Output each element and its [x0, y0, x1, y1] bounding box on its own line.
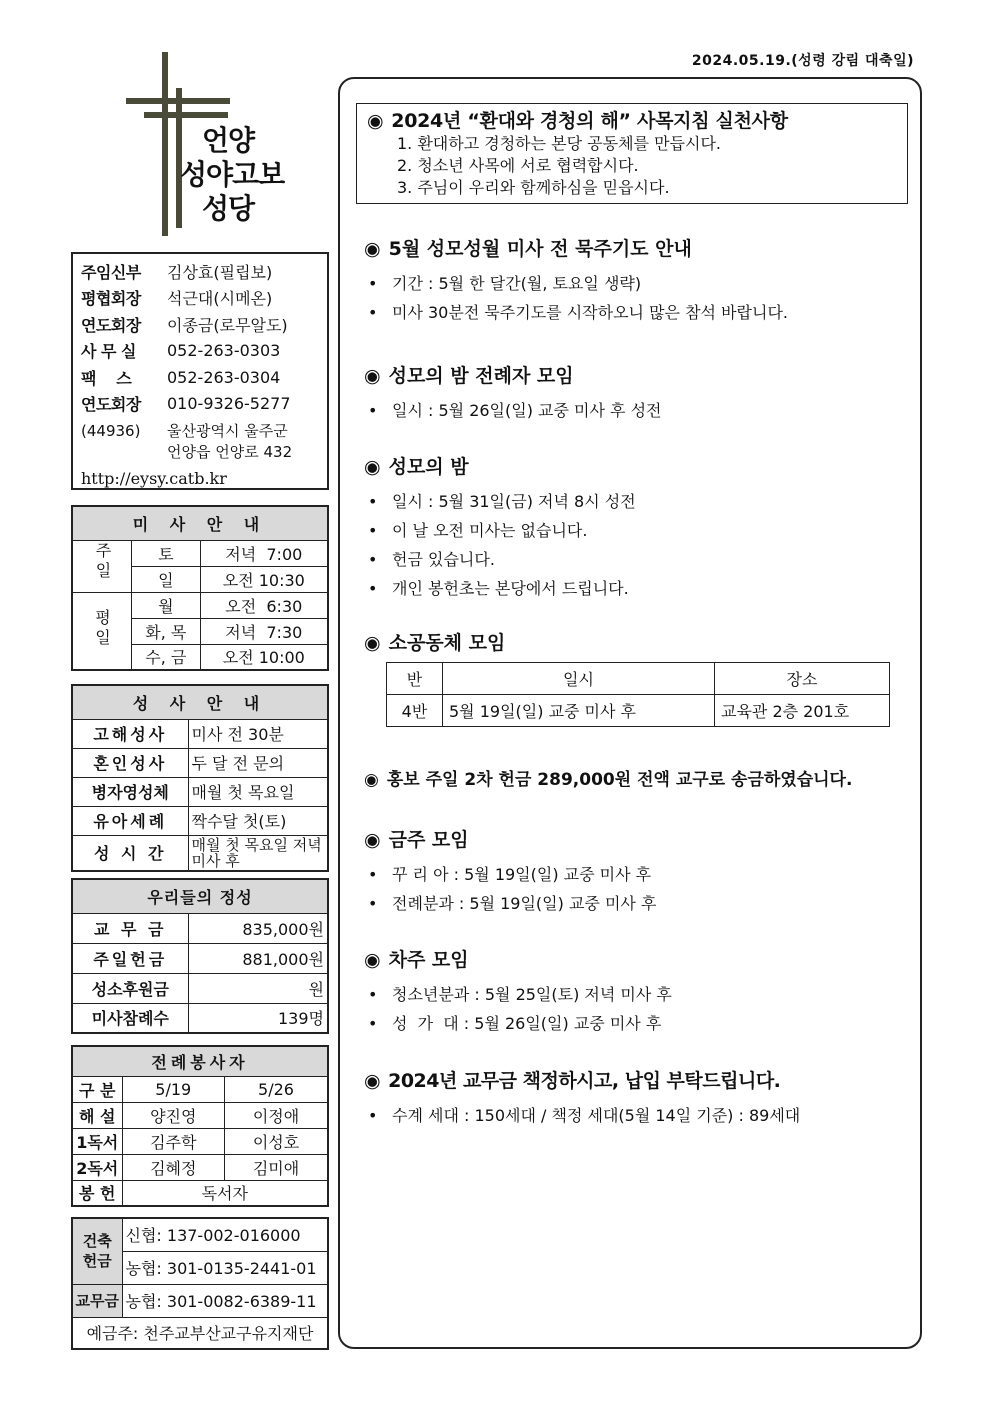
weekday-label: 평일 [72, 592, 132, 670]
sacrament-name: 혼인성사 [72, 748, 188, 777]
bullet-icon: ◉ [364, 238, 381, 260]
mass-time: 오전 6:30 [200, 592, 328, 618]
section-item: 수계 세대 : 150세대 / 책정 세대(5월 14일 기준) : 89세대 [392, 1106, 801, 1125]
info-label: 평협회장 [81, 289, 141, 309]
section-title: 차주 모임 [388, 949, 469, 971]
section-item: 전례분과 : 5월 19일(일) 교중 미사 후 [392, 894, 657, 913]
bullet-icon: ◉ [364, 949, 381, 971]
dot-icon: • [368, 550, 378, 569]
info-label: 팩 스 [81, 368, 132, 388]
servers-table [71, 1045, 329, 1207]
offering-table [71, 878, 329, 1034]
info-value: 석근대(시메온) [167, 289, 273, 309]
mass-day: 월 [132, 592, 201, 618]
table-header: 일시 [443, 663, 715, 695]
info-label: 연도회장 [81, 395, 141, 415]
sacrament-table [71, 684, 329, 872]
account-number: 농협: 301-0135-2441-01 [122, 1251, 328, 1284]
bullet-icon: ◉ [364, 456, 381, 478]
sunday-label: 주일 [72, 540, 132, 592]
promo-notice [364, 765, 852, 790]
server-role: 1독서 [72, 1128, 122, 1154]
offering-name: 성소후원금 [72, 973, 188, 1003]
parish-logo [118, 52, 293, 238]
bullet-icon: ◉ [364, 770, 379, 790]
building-fund-label: 건축헌금 [72, 1218, 122, 1284]
bullet-icon: ◉ [364, 365, 381, 387]
info-value: 052-263-0303 [167, 341, 281, 361]
table-header: 반 [387, 663, 443, 695]
sacrament-name: 병자영성체 [72, 777, 188, 806]
server-name: 독서자 [122, 1180, 328, 1206]
info-value: 052-263-0304 [167, 367, 281, 387]
table-cell: 4반 [387, 695, 443, 727]
parish-info [71, 252, 329, 490]
section-item: 꾸 리 아 : 5월 19일(일) 교중 미사 후 [392, 865, 652, 884]
mass-schedule-table [71, 505, 329, 671]
sacrament-name: 성 시 간 [72, 835, 188, 871]
dot-icon: • [368, 303, 378, 322]
offering-value: 881,000원 [188, 943, 328, 973]
offering-name: 주일헌금 [72, 943, 188, 973]
offering-value: 835,000원 [188, 913, 328, 943]
section-item: 청소년분과 : 5월 25일(토) 저녁 미사 후 [392, 985, 672, 1004]
dot-icon: • [368, 1106, 378, 1125]
section-item: 헌금 있습니다. [392, 550, 495, 569]
offering-value: 139명 [188, 1003, 328, 1033]
sacrament-name: 고해성사 [72, 719, 188, 748]
server-role: 2독서 [72, 1154, 122, 1180]
server-name: 김미애 [225, 1154, 328, 1180]
servers-date: 5/26 [225, 1076, 328, 1102]
table-cell: 5월 19일(일) 교중 미사 후 [443, 695, 715, 727]
dot-icon: • [368, 274, 378, 293]
dot-icon: • [368, 579, 378, 598]
offering-name: 교 무 금 [72, 913, 188, 943]
section-item: 이 날 오전 미사는 없습니다. [392, 521, 588, 540]
sacrament-value: 두 달 전 문의 [188, 748, 328, 777]
promo-text: 홍보 주일 2차 헌금 289,000원 전액 교구로 송금하였습니다. [386, 770, 853, 790]
mass-day: 화, 목 [132, 618, 201, 644]
section-item: 기간 : 5월 한 달간(월, 토요일 생략) [392, 274, 642, 293]
mass-time: 저녁 7:00 [200, 540, 328, 566]
small-community-table [386, 662, 890, 727]
account-number: 신협: 137-002-016000 [122, 1218, 328, 1251]
dues-label: 교무금 [72, 1284, 122, 1317]
info-label: 사 무 실 [81, 342, 137, 362]
mass-day: 수, 금 [132, 644, 201, 670]
account-number: 농협: 301-0082-6389-11 [122, 1284, 328, 1317]
pastoral-guidelines-box [356, 103, 908, 204]
offering-title: 우리들의 정성 [72, 879, 328, 913]
server-role: 해 설 [72, 1102, 122, 1128]
address-line-2: 언양읍 언양로 432 [167, 443, 293, 461]
guideline-item: 3. 주님이 우리와 함께하심을 믿읍시다. [397, 178, 670, 197]
servers-header-label: 구 분 [72, 1076, 122, 1102]
bullet-icon: ◉ [364, 829, 381, 851]
dot-icon: • [368, 985, 378, 1004]
marian-night-section [364, 452, 636, 603]
bulletin-date: 2024.05.19.(성령 강림 대축일) [691, 53, 914, 69]
section-title: 성모의 밤 [388, 456, 469, 478]
account-holder: 예금주: 천주교부산교구유지재단 [72, 1317, 328, 1349]
section-item: 성 가 대 : 5월 26일(일) 교중 미사 후 [392, 1014, 662, 1033]
sacrament-value: 짝수달 첫(토) [188, 806, 328, 835]
server-role: 봉 헌 [72, 1180, 122, 1206]
server-name: 양진영 [122, 1102, 225, 1128]
mass-schedule-title: 미 사 안 내 [72, 506, 328, 540]
sacrament-value: 매월 첫 목요일 저녁미사 후 [188, 835, 328, 871]
section-item: 일시 : 5월 26일(일) 교중 미사 후 성전 [392, 401, 662, 420]
guidelines-title: 2024년 “환대와 경청의 해” 사목지침 실천사항 [391, 110, 788, 132]
server-name: 김혜정 [122, 1154, 225, 1180]
server-name: 김주학 [122, 1128, 225, 1154]
info-value: 김상효(필립보) [167, 262, 273, 282]
servers-date: 5/19 [122, 1076, 225, 1102]
bullet-icon: ◉ [364, 1070, 381, 1092]
servers-title: 전례봉사자 [72, 1046, 328, 1076]
logo-line-1: 언양 [202, 124, 255, 157]
dot-icon: • [368, 401, 378, 420]
dues-section [364, 1066, 800, 1130]
logo-line-3: 성당 [202, 192, 255, 225]
mass-day: 토 [132, 540, 201, 566]
offering-name: 미사참례수 [72, 1003, 188, 1033]
section-title: 2024년 교무금 책정하시고, 납입 부탁드립니다. [388, 1070, 781, 1092]
dot-icon: • [368, 894, 378, 913]
bullet-icon: ◉ [364, 632, 381, 654]
website-link[interactable]: http://eysy.catb.kr [81, 469, 227, 488]
address-line-1: 울산광역시 울주군 [167, 422, 288, 440]
this-week-section [364, 825, 656, 918]
sacrament-value: 미사 전 30분 [188, 719, 328, 748]
table-header: 장소 [715, 663, 890, 695]
building-fund-table [71, 1217, 329, 1350]
info-label: 연도회장 [81, 315, 141, 335]
dot-icon: • [368, 492, 378, 511]
table-cell: 교육관 2층 201호 [715, 695, 890, 727]
logo-line-2: 성야고보 [180, 158, 285, 191]
sacrament-name: 유아세례 [72, 806, 188, 835]
section-item: 개인 봉헌초는 본당에서 드립니다. [392, 579, 629, 598]
rosary-section [364, 234, 788, 327]
dot-icon: • [368, 521, 378, 540]
section-item: 미사 30분전 묵주기도를 시작하오니 많은 참석 바랍니다. [392, 303, 788, 322]
cross-icon [162, 52, 168, 236]
info-value: 010-9326-5277 [167, 394, 291, 414]
info-label: 주임신부 [81, 262, 141, 282]
server-name: 이정애 [225, 1102, 328, 1128]
dot-icon: • [368, 865, 378, 884]
next-week-section [364, 945, 672, 1038]
dot-icon: • [368, 1014, 378, 1033]
server-name: 이성호 [225, 1128, 328, 1154]
section-item: 일시 : 5월 31일(금) 저녁 8시 성전 [392, 492, 636, 511]
mass-time: 오전 10:00 [200, 644, 328, 670]
small-community-section [364, 628, 505, 663]
guideline-item: 2. 청소년 사목에 서로 협력합시다. [397, 156, 639, 175]
mass-day: 일 [132, 566, 201, 592]
section-title: 성모의 밤 전례자 모임 [388, 365, 574, 387]
mass-time: 저녁 7:30 [200, 618, 328, 644]
zip-code: (44936) [81, 422, 141, 440]
info-value: 이종금(로무알도) [167, 315, 288, 335]
mass-time: 오전 10:30 [200, 566, 328, 592]
sacrament-title: 성 사 안 내 [72, 685, 328, 719]
section-title: 소공동체 모임 [388, 632, 506, 654]
bullet-icon: ◉ [367, 110, 384, 132]
section-title: 5월 성모성월 미사 전 묵주기도 안내 [388, 238, 692, 260]
guideline-item: 1. 환대하고 경청하는 본당 공동체를 만듭시다. [397, 134, 721, 153]
offering-value: 원 [188, 973, 328, 1003]
rehearsal-section [364, 361, 662, 425]
section-title: 금주 모임 [388, 829, 469, 851]
sacrament-value: 매월 첫 목요일 [188, 777, 328, 806]
